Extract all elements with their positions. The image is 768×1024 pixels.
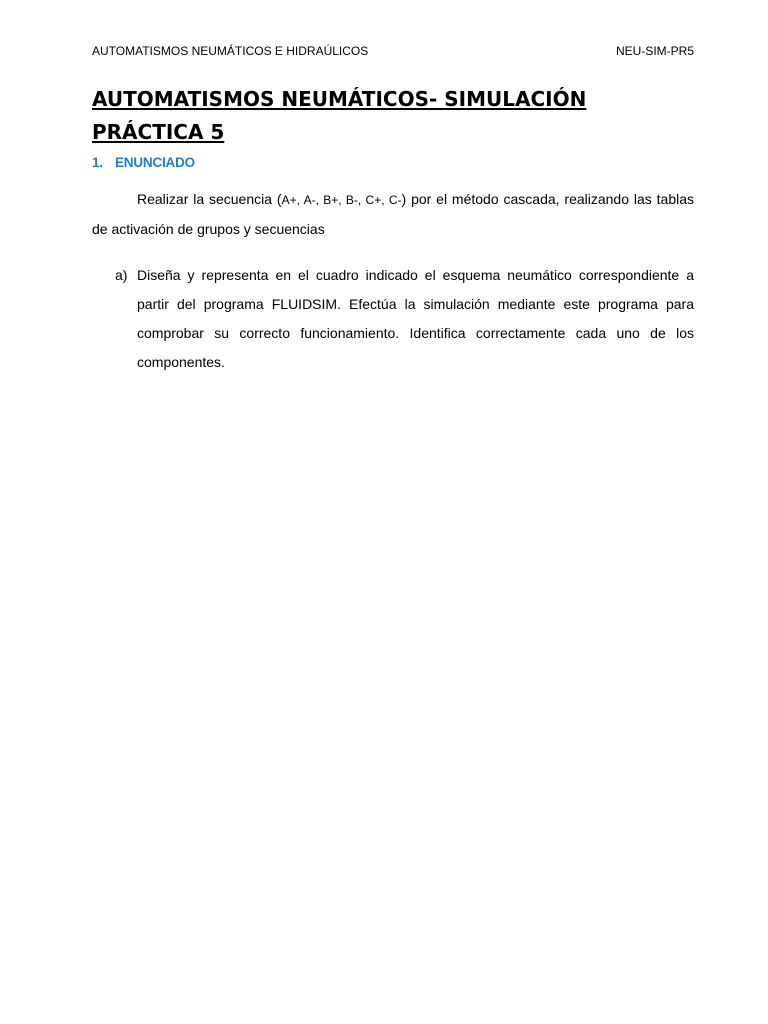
section-number: 1. (92, 155, 103, 170)
intro-text-before: Realizar la secuencia ( (137, 191, 282, 207)
list-item (92, 261, 694, 377)
intro-paragraph (92, 185, 694, 244)
document-title: AUTOMATISMOS NEUMÁTICOS- SIMULACIÓN PRÁCTICA 5 (92, 87, 587, 144)
list-item-marker: a) (115, 267, 128, 283)
header-document-code: NEU-SIM-PR5 (615, 44, 694, 58)
section-heading (92, 154, 195, 172)
list-item-text: Diseña y representa en el cuadro indicado el esquema neumático correspondiente a partir del programa FLUIDSIM. Efectúa la simulación mediante este programa para comprobar su correcto funcionamiento. Identifica correctamente cada uno de los componentes. (137, 267, 694, 370)
page-header (92, 43, 694, 59)
intro-sequence: A+, A-, B+, B-, C+, C- (281, 193, 402, 207)
intro-text-after: ) por el método cascada, realizando las tablas de activación de grupos y secuencias (92, 191, 695, 237)
header-course-title: AUTOMATISMOS NEUMÁTICOS E HIDRAÚLICOS (92, 44, 369, 58)
section-label: ENUNCIADO (115, 155, 195, 170)
